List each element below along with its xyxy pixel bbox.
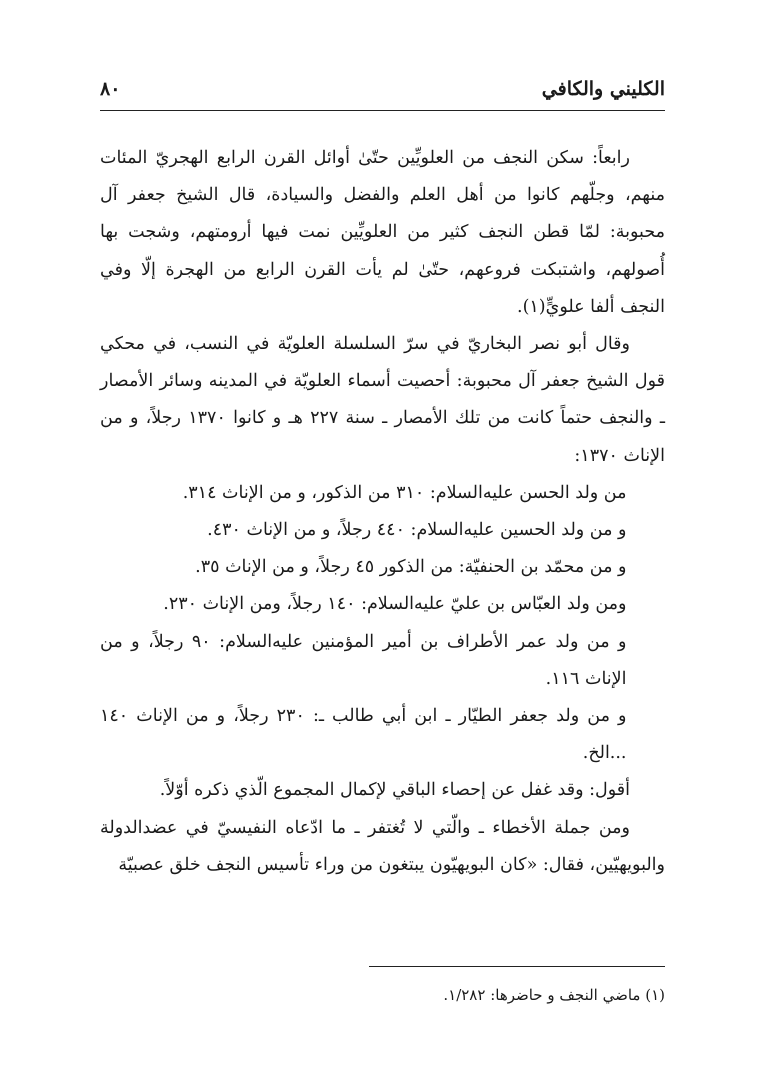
list-item-jafar-tayyar: و من ولد جعفر الطيّار ـ ابن أبي طالب ـ: ٢٣٠ رجلاً، و من الإناث ١٤٠ ...الخ. (100, 706, 627, 764)
list-item-hanafiyya: و من محمّد بن الحنفيّة: من الذكور ٤٥ رجلاً، و من الإناث ٣٥. (195, 557, 627, 578)
main-text (100, 140, 665, 884)
paragraph-fourth-point: رابعاً: سكن النجف من العلويِّين حتّىٰ أوائل القرن الرابع الهجريّ المئات منهم، وجلّهم كانوا من أهل العلم والفضل والسيادة، قال الشيخ جعفر آل محبوبة: لمّا قطن النجف كثير من العلويِّين نمت فيها أرومتهم، وشجت بها أُصولهم، واشتبكت فروعهم، حتّىٰ لم يأت القرن الرابع من الهجرة إلّا وفي النجف ألفا علويٍّ(١). (100, 148, 665, 317)
paragraph-bukhari-quote: وقال أبو نصر البخاريّ في سرّ السلسلة العلويّة في النسب، في محكي قول الشيخ جعفر آل محبوبة: أحصيت أسماء العلويّة في المدينه وسائر الأمصار ـ والنجف حتماً كانت من تلك الأمصار ـ سنة ٢٢٧ هـ و كانوا ١٣٧٠ رجلاً، و من الإناث ١٣٧٠: (100, 334, 665, 466)
running-header (100, 72, 665, 106)
running-title: الكليني والكافي (541, 78, 665, 100)
paragraph-author-remark: أقول: وقد غفل عن إحصاء الباقي لإكمال المجموع الّذي ذكره أوّلاً. (159, 780, 630, 801)
list-item-hasan: من ولد الحسن عليه‌السلام: ٣١٠ من الذكور، و من الإناث ٣١٤. (182, 482, 627, 503)
footnote-divider (369, 966, 665, 967)
footnote: (١) ماضي النجف و حاضرها: ١/٢٨٢. (443, 986, 665, 1004)
list-item-abbas: ومن ولد العبّاس بن عليّ عليه‌السلام: ١٤٠ رجلاً، ومن الإناث ٢٣٠. (163, 594, 627, 615)
list-item-husayn: و من ولد الحسين عليه‌السلام: ٤٤٠ رجلاً، و من الإناث ٤٣٠. (207, 520, 627, 541)
list-item-umar-atraf: و من ولد عمر الأطراف بن أمير المؤمنين عليه‌السلام: ٩٠ رجلاً، و من الإناث ١١٦. (100, 631, 627, 689)
header-divider (100, 110, 665, 111)
paragraph-nafisi-error: ومن جملة الأخطاء ـ والّتي لا تُغتفر ـ ما ادّعاه النفيسيّ في عضدالدولة والبويهيّين، فقال: «كان البويهيّون يبتغون من وراء تأسيس النجف خلق عصبيّة (100, 817, 665, 875)
page-number: ٨٠ (100, 78, 121, 100)
